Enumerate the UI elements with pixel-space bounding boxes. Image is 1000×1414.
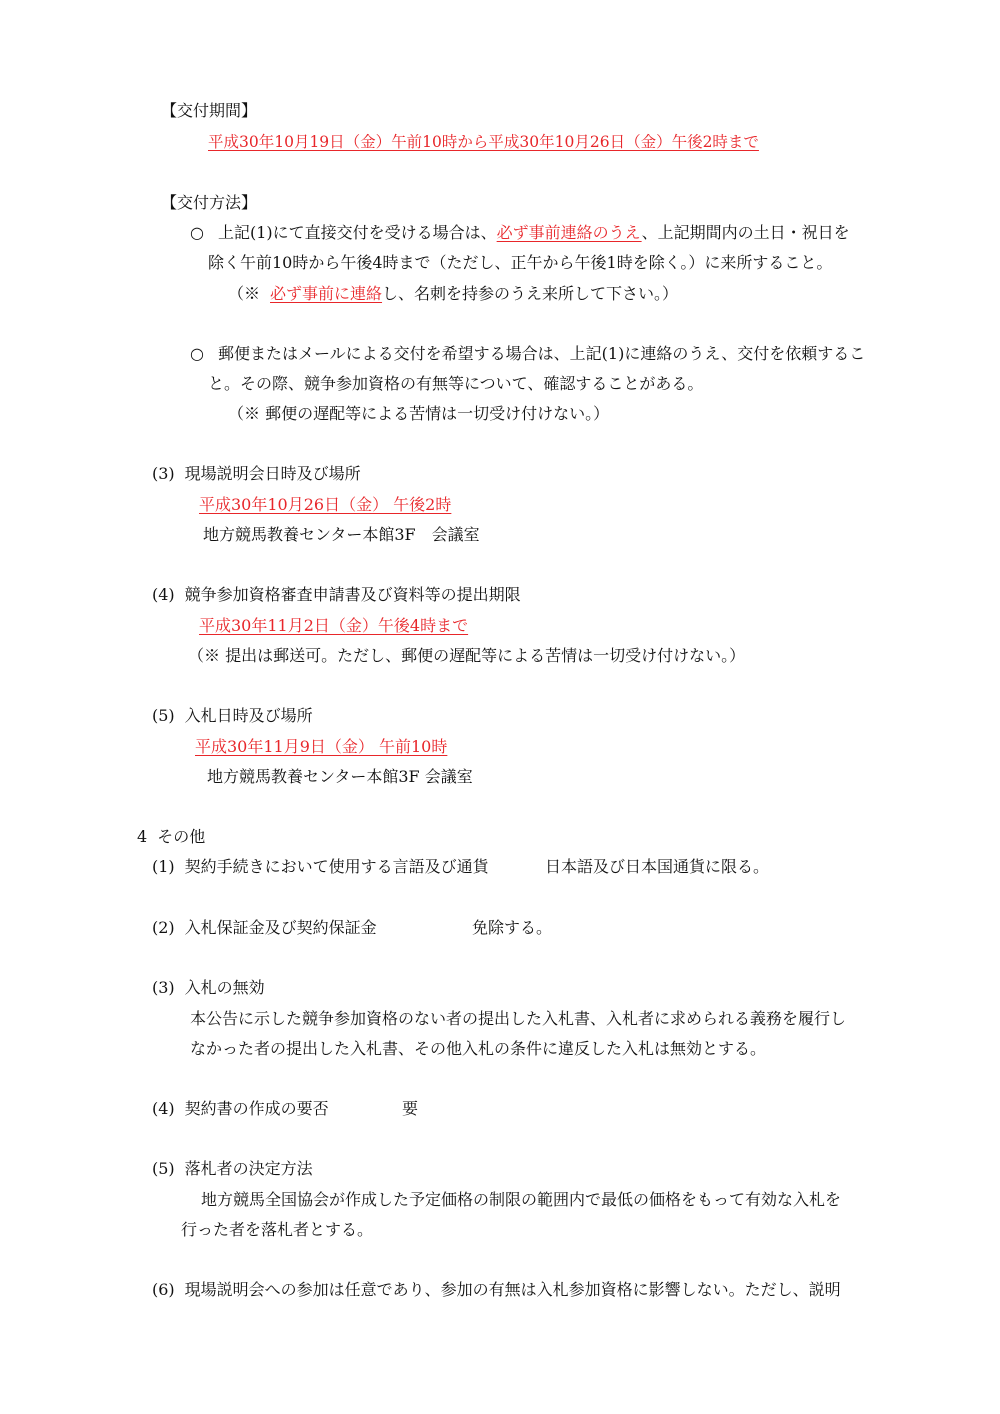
other-item-3-label: 入札の無効 bbox=[184, 978, 265, 997]
other-item-2 bbox=[152, 918, 377, 938]
section-5-num: (5) bbox=[152, 706, 175, 725]
submission-deadline: 平成30年11月2日（金）午後4時まで bbox=[199, 616, 469, 635]
other-item-6 bbox=[152, 1280, 841, 1300]
bullet-1-pre: 上記(1)にて直接交付を受ける場合は、 bbox=[217, 223, 497, 242]
bullet-2-line1: 郵便またはメールによる交付を希望する場合は、上記(1)に連絡のうえ、交付を依頼するこ bbox=[217, 344, 866, 363]
issue-method-bullet-1-line2: 除く午前10時から午後4時まで（ただし、正午から午後1時を除く。）に来所すること。 bbox=[208, 253, 833, 272]
other-item-1-num: (1) bbox=[152, 857, 175, 876]
section-5-heading bbox=[152, 706, 313, 726]
circle-bullet-icon: ○ bbox=[190, 223, 204, 242]
other-item-3 bbox=[152, 978, 265, 998]
issue-period-heading: 【交付期間】 bbox=[161, 101, 258, 120]
other-item-4-num: (4) bbox=[152, 1099, 175, 1118]
note-1-post: し、名刺を持参のうえ来所して下さい。） bbox=[382, 284, 679, 303]
other-item-2-value: 免除する。 bbox=[472, 918, 553, 937]
section-4-title: 競争参加資格審査申請書及び資料等の提出期限 bbox=[184, 585, 521, 604]
bid-datetime: 平成30年11月9日（金） 午前10時 bbox=[195, 737, 448, 756]
other-item-3-line2: なかった者の提出した入札書、その他入札の条件に違反した入札は無効とする。 bbox=[190, 1039, 767, 1058]
issue-method-bullet-1 bbox=[190, 223, 850, 243]
other-item-5-num: (5) bbox=[152, 1159, 175, 1178]
section-other-title: その他 bbox=[157, 827, 206, 846]
other-item-3-line1: 本公告に示した競争参加資格のない者の提出した入札書、入札者に求められる義務を履行し bbox=[190, 1009, 847, 1028]
bullet-1-post: 、上記期間内の土日・祝日を bbox=[641, 223, 850, 242]
other-item-2-num: (2) bbox=[152, 918, 175, 937]
section-5-title: 入札日時及び場所 bbox=[184, 706, 313, 725]
section-other-num: 4 bbox=[137, 827, 148, 846]
other-item-5-line1: 地方競馬全国協会が作成した予定価格の制限の範囲内で最低の価格をもって有効な入札を bbox=[201, 1190, 842, 1209]
issue-method-bullet-1-note bbox=[228, 284, 678, 304]
other-item-1-label: 契約手続きにおいて使用する言語及び通貨 bbox=[184, 857, 489, 876]
site-briefing-datetime: 平成30年10月26日（金） 午後2時 bbox=[199, 495, 452, 514]
note-1-pre: （※ bbox=[228, 284, 261, 303]
section-3-heading bbox=[152, 464, 361, 484]
issue-method-bullet-2-note: （※ 郵便の遅配等による苦情は一切受け付けない。） bbox=[228, 404, 610, 423]
other-item-4-value: 要 bbox=[402, 1099, 419, 1118]
issue-method-heading: 【交付方法】 bbox=[161, 193, 258, 212]
other-item-5-label: 落札者の決定方法 bbox=[184, 1159, 313, 1178]
other-item-4-label: 契約書の作成の要否 bbox=[184, 1099, 329, 1118]
other-item-5 bbox=[152, 1159, 313, 1179]
issue-method-bullet-2 bbox=[190, 344, 865, 364]
bid-place: 地方競馬教養センター本館3F 会議室 bbox=[207, 767, 473, 786]
other-item-4 bbox=[152, 1099, 329, 1119]
section-other-heading bbox=[137, 827, 205, 847]
note-1-red: 必ず事前に連絡 bbox=[270, 284, 383, 303]
other-item-1 bbox=[152, 857, 489, 877]
section-4-heading bbox=[152, 585, 521, 605]
section-3-num: (3) bbox=[152, 464, 175, 483]
other-item-6-num: (6) bbox=[152, 1280, 175, 1299]
site-briefing-place: 地方競馬教養センター本館3F 会議室 bbox=[203, 525, 480, 544]
other-item-2-label: 入札保証金及び契約保証金 bbox=[184, 918, 377, 937]
issue-method-bullet-2-line2: と。その際、競争参加資格の有無等について、確認することがある。 bbox=[208, 374, 704, 393]
issue-period-text: 平成30年10月19日（金）午前10時から平成30年10月26日（金）午後2時まで bbox=[208, 133, 759, 151]
section-4-num: (4) bbox=[152, 585, 175, 604]
other-item-5-line2: 行った者を落札者とする。 bbox=[181, 1220, 374, 1239]
bullet-1-red: 必ず事前連絡のうえ bbox=[496, 223, 642, 242]
other-item-6-line1: 現場説明会への参加は任意であり、参加の有無は入札参加資格に影響しない。ただし、説明 bbox=[184, 1280, 841, 1299]
submission-note: （※ 提出は郵送可。ただし、郵便の遅配等による苦情は一切受け付けない。） bbox=[188, 646, 746, 665]
other-item-1-value: 日本語及び日本国通貨に限る。 bbox=[545, 857, 770, 876]
other-item-3-num: (3) bbox=[152, 978, 175, 997]
section-3-title: 現場説明会日時及び場所 bbox=[184, 464, 361, 483]
circle-bullet-icon: ○ bbox=[190, 344, 204, 363]
